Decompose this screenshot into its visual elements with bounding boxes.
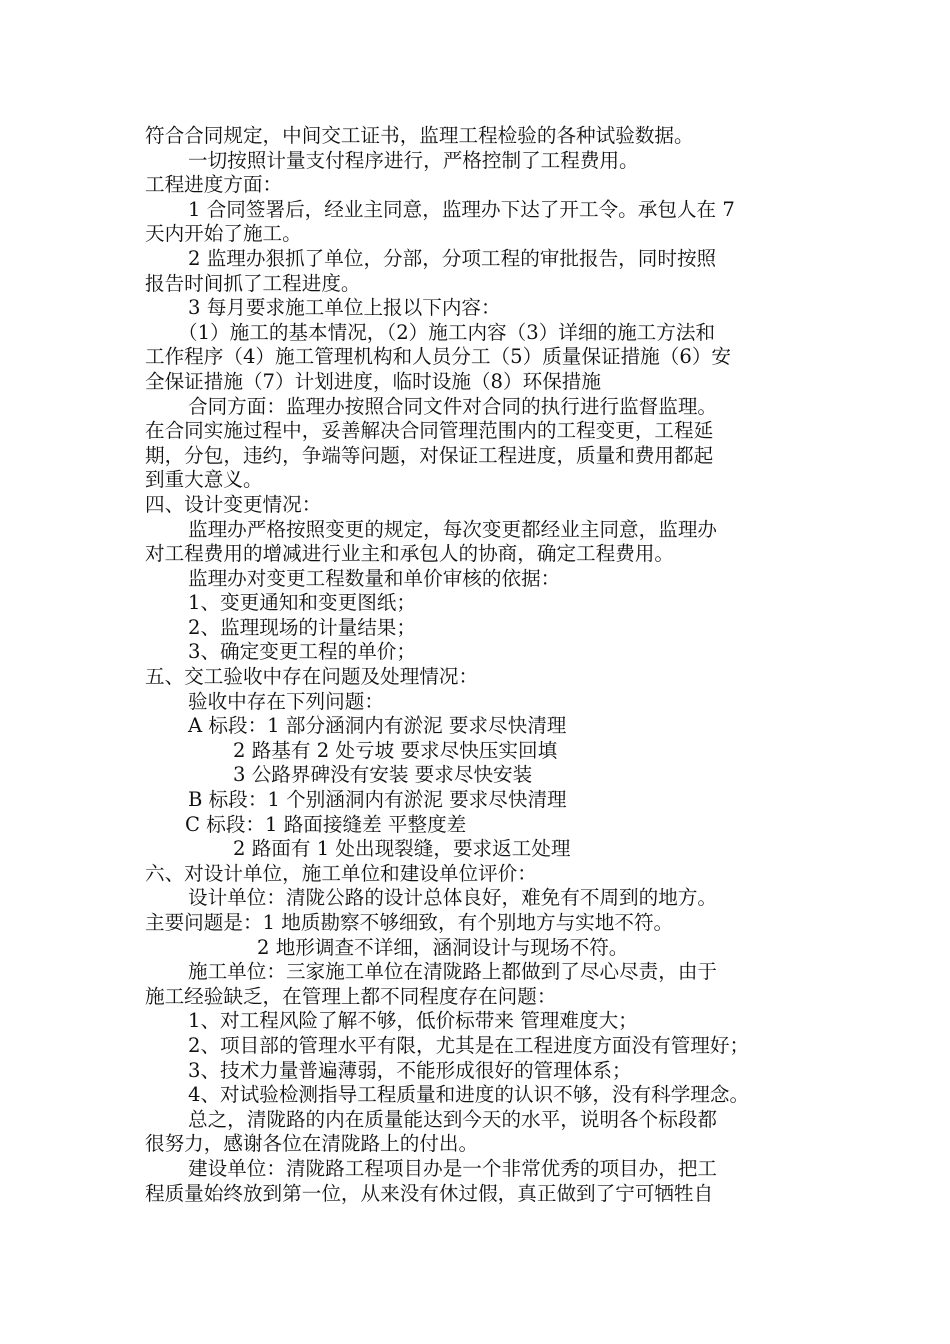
paragraph-line: 在合同实施过程中，妥善解决合同管理范围内的工程变更，工程延 [145,419,714,443]
paragraph-line: 验收中存在下列问题： [188,689,384,713]
document-body [145,124,815,1206]
list-item: 2、项目部的管理水平有限，尤其是在工程进度方面没有管理好； [188,1033,750,1057]
section-heading: 五、交工验收中存在问题及处理情况： [145,665,479,689]
list-item: A 标段：1 部分涵洞内有淤泥 要求尽快清理 [188,714,567,738]
list-item: 3、技术力量普遍薄弱，不能形成很好的管理体系； [188,1058,632,1082]
paragraph-line: 3 每月要求施工单位上报以下内容： [188,296,501,320]
paragraph-line: 工作程序（4）施工管理机构和人员分工（5）质量保证措施（6）安 [145,345,732,369]
list-item: B 标段：1 个别涵洞内有淤泥 要求尽快清理 [188,788,567,812]
paragraph-line: 对工程费用的增减进行业主和承包人的协商，确定工程费用。 [145,542,675,566]
paragraph-line: 期，分包，违约，争端等问题，对保证工程进度，质量和费用都起 [145,443,714,467]
paragraph-line: 2 地形调查不详细，涵洞设计与现场不符。 [257,935,629,959]
paragraph-line: 程质量始终放到第一位，从来没有休过假，真正做到了宁可牺牲自 [145,1181,714,1205]
list-item: 2、监理现场的计量结果； [188,615,416,639]
paragraph-line: 总之，清陇路的内在质量能达到今天的水平，说明各个标段都 [188,1107,718,1131]
list-item: 1、对工程风险了解不够，低价标带来 管理难度大； [188,1009,638,1033]
paragraph-line: 设计单位：清陇公路的设计总体良好，难免有不周到的地方。 [188,886,718,910]
paragraph-line: 建设单位：清陇路工程项目办是一个非常优秀的项目办，把工 [188,1156,718,1180]
paragraph-line: 全保证措施（7）计划进度，临时设施（8）环保措施 [145,369,601,393]
list-item: 3、确定变更工程的单价； [188,640,416,664]
paragraph-line: 监理办对变更工程数量和单价审核的依据： [188,566,561,590]
paragraph-line: 符合合同规定，中间交工证书，监理工程检验的各种试验数据。 [145,124,694,147]
paragraph-line: 1 合同签署后，经业主同意，监理办下达了开工令。承包人在 7 [188,197,735,221]
section-heading: 工程进度方面： [145,173,283,197]
list-item: 2 路基有 2 处亏坡 要求尽快压实回填 [233,738,558,762]
paragraph-line: 一切按照计量支付程序进行，严格控制了工程费用。 [188,148,639,172]
list-item: 3 公路界碑没有安装 要求尽快安装 [233,763,533,787]
section-heading: 四、设计变更情况： [145,492,322,516]
list-item: C 标段：1 路面接缝差 平整度差 [185,812,467,836]
list-item: 4、对试验检测指导工程质量和进度的认识不够，没有科学理念。 [188,1083,750,1107]
paragraph-line: 到重大意义。 [145,468,263,492]
paragraph-line: 施工经验缺乏，在管理上都不同程度存在问题： [145,984,557,1008]
paragraph-line: 2 监理办狠抓了单位，分部，分项工程的审批报告，同时按照 [188,246,717,270]
paragraph-line: 主要问题是：1 地质勘察不够细致，有个别地方与实地不符。 [145,911,674,934]
section-heading: 六、对设计单位，施工单位和建设单位评价： [145,861,537,885]
paragraph-line: （1）施工的基本情况，（2）施工内容（3）详细的施工方法和 [178,320,716,344]
paragraph-line: 天内开始了施工。 [145,222,302,246]
paragraph-line: 合同方面：监理办按照合同文件对合同的执行进行监督监理。 [188,394,718,418]
list-item: 2 路面有 1 处出现裂缝，要求返工处理 [233,837,571,861]
paragraph-line: 很努力，感谢各位在清陇路上的付出。 [145,1132,479,1156]
paragraph-line: 监理办严格按照变更的规定，每次变更都经业主同意，监理办 [188,517,718,541]
paragraph-line: 报告时间抓了工程进度。 [145,271,361,295]
list-item: 1、变更通知和变更图纸； [188,591,416,615]
paragraph-line: 施工单位：三家施工单位在清陇路上都做到了尽心尽责，由于 [188,960,718,984]
